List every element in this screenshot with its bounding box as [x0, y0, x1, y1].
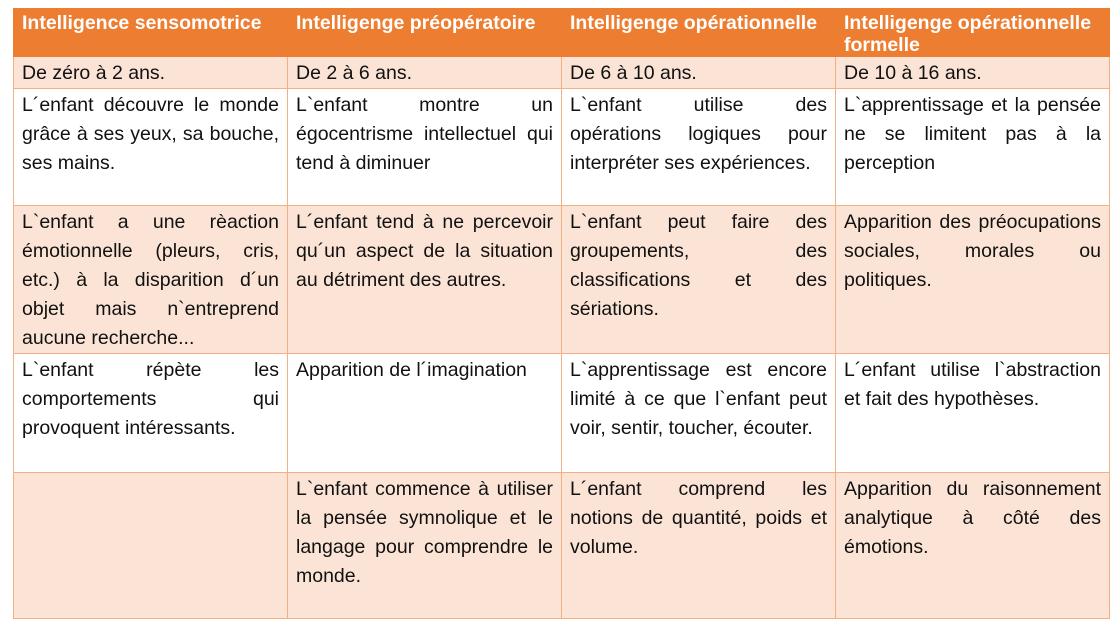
- table-cell: L´enfant découvre le monde grâce à ses yeux, sa bouche, ses mains.: [14, 89, 288, 206]
- table-cell: L`enfant montre un égocentrisme intellectuel qui tend à diminuer: [288, 89, 562, 206]
- table-row: [14, 354, 1110, 473]
- table-cell: L´enfant tend à ne percevoir qu´un aspect de la situation au détriment des autres.: [288, 206, 562, 354]
- piaget-stages-table: [13, 8, 1110, 619]
- table-cell: De zéro à 2 ans.: [14, 57, 288, 89]
- header-row: [14, 9, 1110, 57]
- table-cell: De 10 à 16 ans.: [836, 57, 1110, 89]
- table-row: [14, 473, 1110, 619]
- table-cell: L´enfant utilise l`abstraction et fait des hypothèses.: [836, 354, 1110, 473]
- table-cell: L`enfant peut faire des groupements, des classifications et des sériations.: [562, 206, 836, 354]
- table-cell: L´enfant comprend les notions de quantité, poids et volume.: [562, 473, 836, 619]
- table-cell: L`enfant utilise des opérations logiques pour interpréter ses expériences.: [562, 89, 836, 206]
- table-cell: [14, 473, 288, 619]
- header-cell: Intelligenge opérationnelle formelle: [836, 9, 1110, 57]
- table-row: [14, 206, 1110, 354]
- table-cell: L`enfant a une rèaction émotionnelle (pleurs, cris, etc.) à la disparition d´un objet mais n`entreprend aucune recherche...: [14, 206, 288, 354]
- table-cell: L`apprentissage et la pensée ne se limitent pas à la perception: [836, 89, 1110, 206]
- header-cell: Intelligenge opérationnelle: [562, 9, 836, 57]
- header-cell: Intelligenge préopératoire: [288, 9, 562, 57]
- table-cell: L`apprentissage est encore limité à ce que l`enfant peut voir, sentir, toucher, écouter.: [562, 354, 836, 473]
- table-row: [14, 89, 1110, 206]
- table-cell: L`enfant répète les comportements qui provoquent intéressants.: [14, 354, 288, 473]
- table-cell: De 6 à 10 ans.: [562, 57, 836, 89]
- header-cell: Intelligence sensomotrice: [14, 9, 288, 57]
- table-cell: Apparition des préocupations sociales, morales ou politiques.: [836, 206, 1110, 354]
- table-row-age: [14, 57, 1110, 89]
- table-cell: L`enfant commence à utiliser la pensée symnolique et le langage pour comprendre le monde.: [288, 473, 562, 619]
- table-cell: Apparition de l´imagination: [288, 354, 562, 473]
- table-cell: Apparition du raisonnement analytique à côté des émotions.: [836, 473, 1110, 619]
- table-cell: De 2 à 6 ans.: [288, 57, 562, 89]
